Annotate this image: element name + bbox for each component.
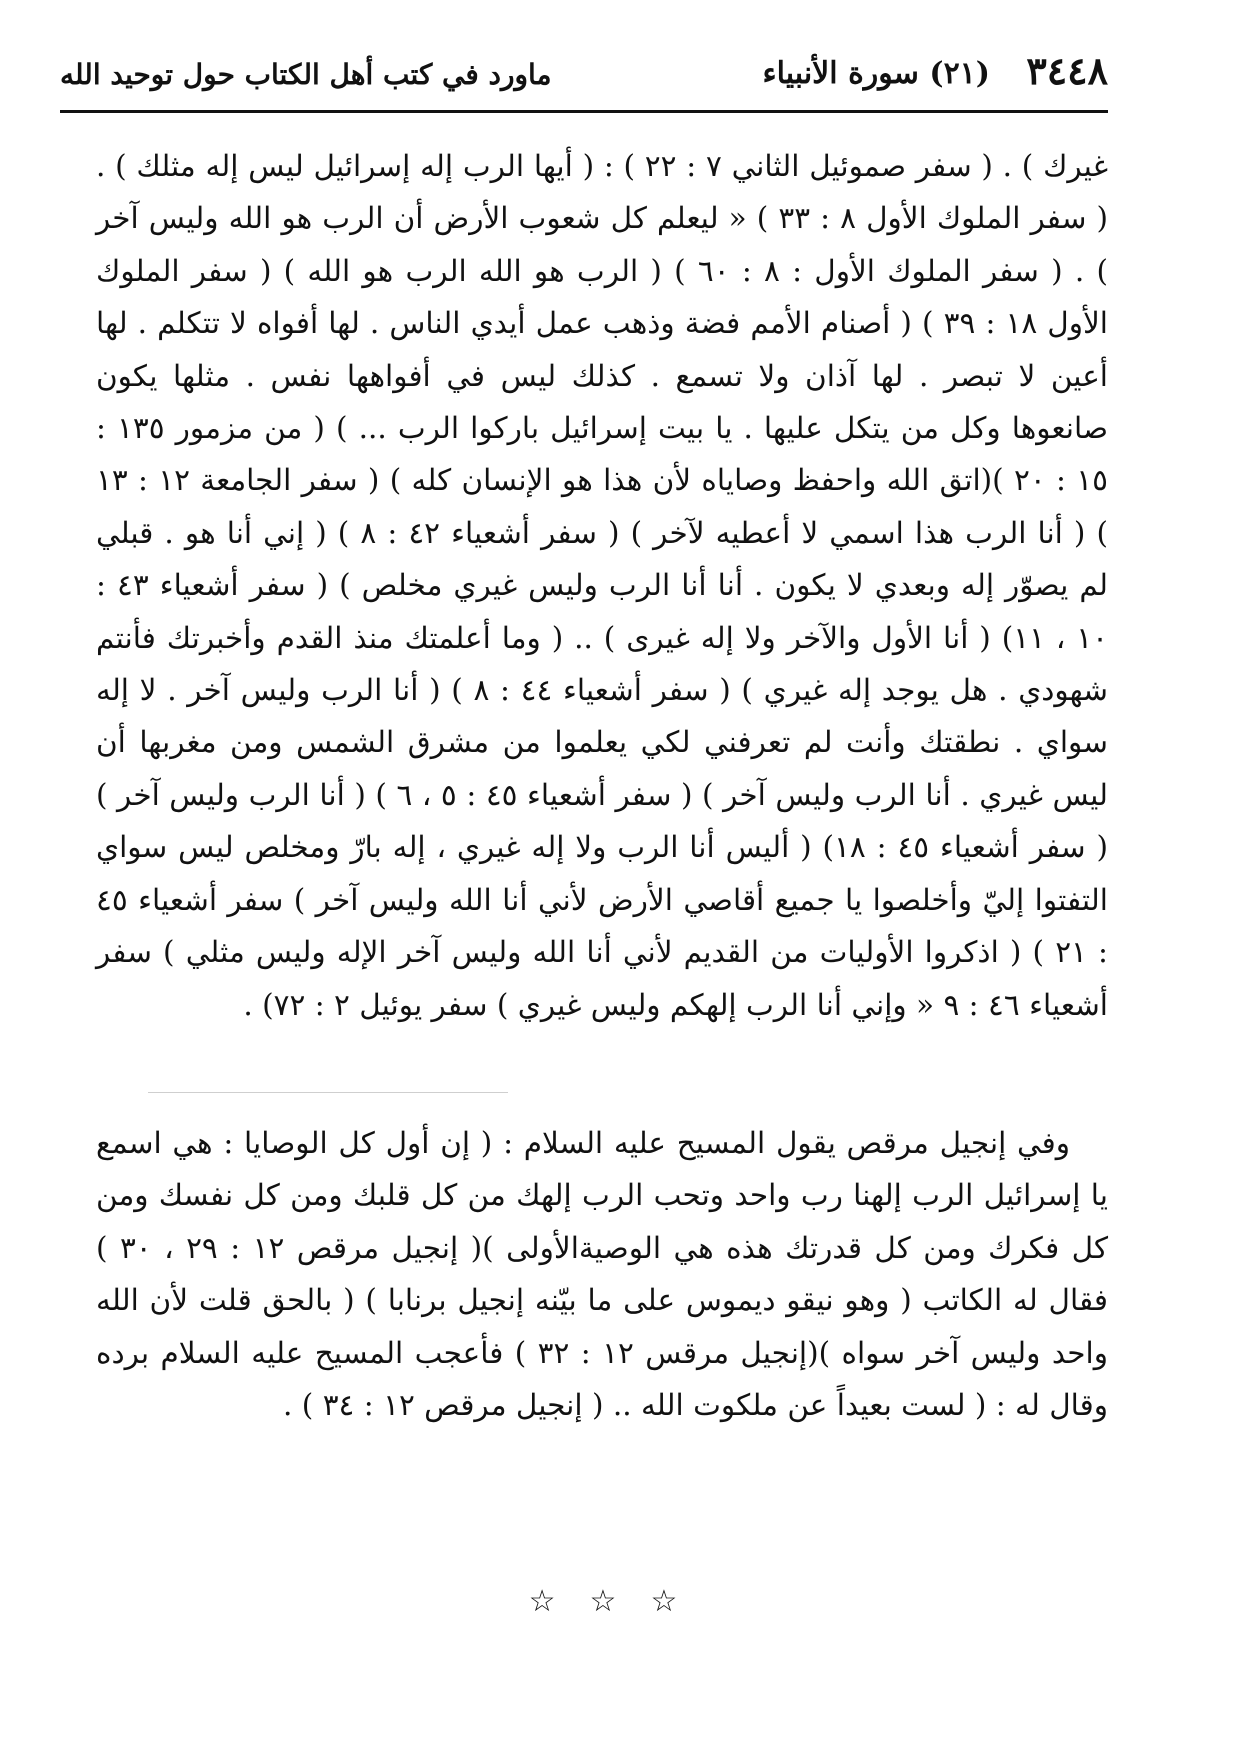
page-number: ٣٤٤٨ xyxy=(1026,48,1108,93)
running-header xyxy=(60,48,1108,104)
paragraph-divider xyxy=(148,1092,508,1093)
body-paragraph-2: وفي إنجيل مرقص يقول المسيح عليه السلام : ( إن أول كل الوصايا : هي اسمع يا إسرائيل الرب إلهنا رب واحد وتحب الرب إلهك من كل قلبك ومن كل نفسك ومن كل فكرك ومن كل قدرتك هذه هي الوصيةالأولى )( إنجيل مرقص ١٢ : ٢٩ ، ٣٠ ) فقال له الكاتب ( وهو نيقو ديموس على ما بيّنه إنجيل برنابا ) ( بالحق قلت لأن الله واحد وليس آخر سواه )(إنجيل مرقس ١٢ : ٣٢ ) فأعجب المسيح عليه السلام برده وقال له : ( لست بعيداً عن ملكوت الله .. ( إنجيل مرقص ١٢ : ٣٤ ) . xyxy=(96,1126,1108,1423)
chapter-heading: ماورد في كتب أهل الكتاب حول توحيد الله xyxy=(60,58,552,91)
surah-name: (٢١) سورة الأنبياء xyxy=(762,56,990,91)
body-paragraph-1: غيرك ) . ( سفر صموئيل الثاني ٧ : ٢٢ ) : ( أيها الرب إله إسرائيل ليس إله مثلك ) . ( سفر الملوك الأول ٨ : ٣٣ ) « ليعلم كل شعوب الأرض أن الرب هو الله وليس آخر ) . ( سفر الملوك الأول : ٨ : ٦٠ ) ( الرب هو الله الرب هو الله ) ( سفر الملوك الأول ١٨ : ٣٩ ) ( أصنام الأمم فضة وذهب عمل أيدي الناس . لها أفواه لا تتكلم . لها أعين لا تبصر . لها آذان ولا تسمع . كذلك ليس في أفواهها نفس . مثلها يكون صانعوها وكل من يتكل عليها . يا بيت إسرائيل باركوا الرب ... ) ( من مزمور ١٣٥ : ١٥ : ٢٠ )(اتق الله واحفظ وصاياه لأن هذا هو الإنسان كله ) ( سفر الجامعة ١٢ : ١٣ ) ( أنا الرب هذا اسمي لا أعطيه لآخر ) ( سفر أشعياء ٤٢ : ٨ ) ( إني أنا هو . قبلي لم يصوّر إله وبعدي لا يكون . أنا أنا الرب وليس غيري مخلص ) ( سفر أشعياء ٤٣ : ١٠ ، ١١) ( أنا الأول والآخر ولا إله غيرى ) .. ( وما أعلمتك منذ القدم وأخبرتك فأنتم شهودي . هل يوجد إله غيري ) ( سفر أشعياء ٤٤ : ٨ ) ( أنا الرب وليس آخر . لا إله سواي . نطقتك وأنت لم تعرفني لكي يعلموا من مشرق الشمس ومن مغربها أن ليس غيري . أنا الرب وليس آخر ) ( سفر أشعياء ٤٥ : ٥ ، ٦ ) ( أنا الرب وليس آخر ) ( سفر أشعياء ٤٥ : ١٨) ( أليس أنا الرب ولا إله غيري ، إله بارّ ومخلص ليس سواي التفتوا إليّ وأخلصوا يا جميع أقاصي الأرض لأني أنا الله وليس آخر ) سفر أشعياء ٤٥ : ٢١ ) ( اذكروا الأوليات من القديم لأني أنا الله وليس آخر الإله وليس مثلي ) سفر أشعياء ٤٦ : ٩ « وإني أنا الرب إلهكم وليس غيري ) سفر يوئيل ٢ : ٧٢) . xyxy=(96,149,1109,1022)
header-divider xyxy=(60,110,1108,113)
star-ornament-icon: ☆☆☆ xyxy=(528,1584,712,1619)
